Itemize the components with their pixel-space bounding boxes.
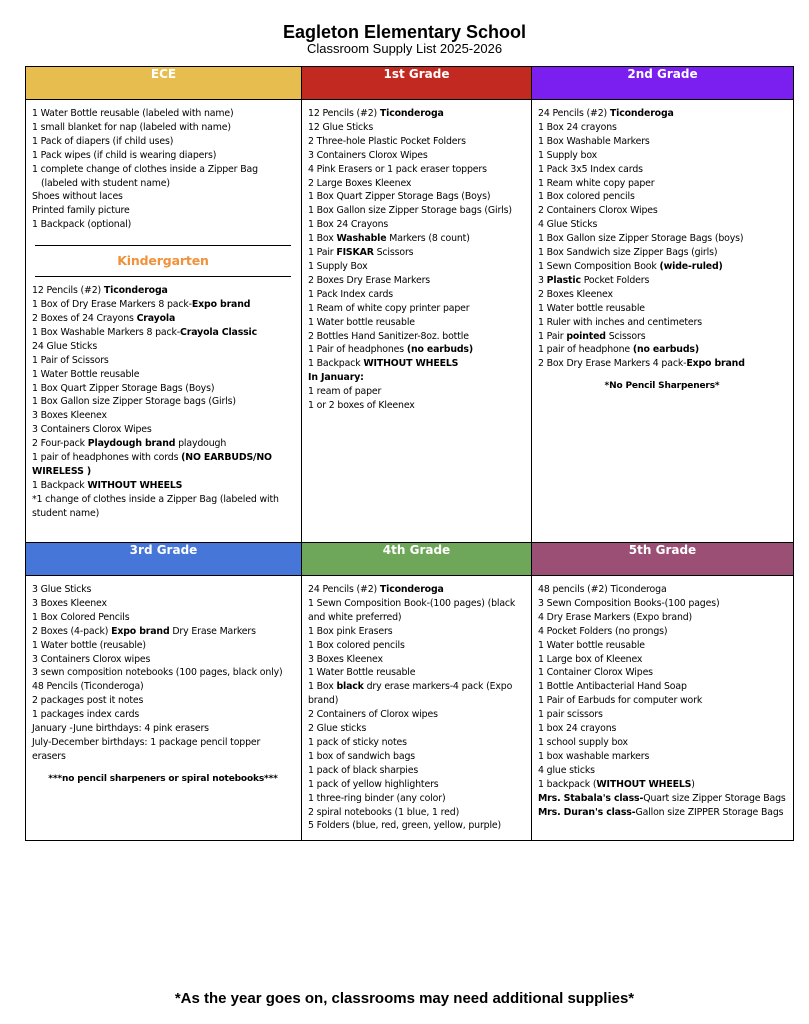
supply-item [32, 736, 294, 764]
supply-item [308, 764, 524, 778]
supply-item [308, 107, 524, 121]
supply-item [538, 135, 786, 149]
supply-item [32, 423, 294, 437]
supply-item-text: Expo brand [111, 625, 170, 637]
ece-list [32, 107, 294, 232]
supply-item-text: Quart size Zipper Storage Bags [643, 792, 786, 804]
supply-item [32, 597, 294, 611]
supply-item [308, 260, 524, 274]
supply-item-text: 1 Box of Dry Erase Markers 8 pack- [32, 299, 192, 311]
supply-item [308, 778, 524, 792]
footer-note: *As the year goes on, classrooms may need additional supplies* [174, 990, 635, 1007]
supply-item [32, 190, 294, 204]
supply-item-text: 1 Box Gallon size Zipper Storage bags (Girls) [32, 396, 236, 408]
supply-item [538, 246, 786, 260]
second-grade-header: 2nd Grade [532, 67, 794, 100]
supply-item-text: 1 small blanket for nap (labeled with name) [32, 121, 231, 133]
supply-item-text: 2 Glue sticks [308, 723, 367, 735]
list-subtitle: Classroom Supply List 2025-2026 [306, 41, 503, 56]
supply-item-text: Ticonderoga [103, 285, 168, 297]
supply-item-text: 1 or 2 boxes of Kleenex [308, 400, 415, 412]
fourth-grade-cell [302, 576, 532, 841]
supply-item-text: 2 Boxes Kleenex [538, 288, 613, 300]
supply-item [308, 302, 524, 316]
supply-item-text: 1 Box 24 crayons [538, 121, 617, 133]
supply-item-text: Ticonderoga [379, 108, 444, 119]
supply-item [32, 708, 294, 722]
supply-item [308, 708, 524, 722]
supply-item-text: 1 Box [308, 233, 337, 245]
supply-item-text: 2 Boxes of 24 Crayons [32, 312, 137, 324]
supply-item [308, 149, 524, 163]
supply-item-text: 4 glue sticks [538, 764, 595, 776]
supply-item [308, 288, 524, 302]
supply-item-text: Mrs. Stabala's class- [538, 792, 644, 804]
supply-item [32, 493, 294, 521]
supply-item-text: Dry Erase Markers [169, 625, 256, 637]
supply-item-text: 3 Containers Clorox wipes [32, 653, 151, 665]
first-grade-header: 1st Grade [302, 67, 532, 100]
supply-item-text: 1 box 24 crayons [538, 723, 617, 735]
supply-item-text: 1 three-ring binder (any color) [308, 792, 446, 804]
supply-item [538, 597, 786, 611]
supply-item-text: 1 Box Colored Pencils [32, 611, 130, 623]
supply-item-text: (labeled with student name) [41, 177, 170, 189]
supply-item-text: 4 Pink Erasers or 1 pack eraser toppers [308, 163, 487, 175]
third-grade-list [32, 583, 294, 764]
third-grade-note: ***no pencil sharpeners or spiral notebooks*** [48, 773, 278, 784]
supply-item-text: July-December birthdays: 1 package pencil topper erasers [32, 736, 261, 762]
supply-item-text: 1 Pair of Scissors [32, 354, 109, 366]
supply-item-text: 1 Supply box [538, 149, 598, 161]
supply-item [308, 204, 524, 218]
fifth-grade-header: 5th Grade [532, 543, 794, 576]
supply-item [32, 368, 294, 382]
supply-item-text: 1 pack of sticky notes [308, 736, 407, 748]
supply-item-text: Gallon size ZIPPER Storage Bags [635, 806, 784, 818]
supply-item-text: 1 Pair [538, 330, 567, 342]
supply-item-text: 1 Water Bottle reusable (labeled with name) [32, 108, 234, 119]
supply-item [32, 149, 294, 163]
supply-item [538, 778, 786, 792]
supply-item [32, 218, 294, 232]
supply-item-text: 1 Box Quart Zipper Storage Bags (Boys) [32, 382, 215, 394]
supply-item [538, 792, 786, 806]
supply-item-text: Ticonderoga [609, 108, 674, 119]
supply-item-text: 1 Container Clorox Wipes [538, 667, 653, 679]
supply-item-text: Plastic [546, 274, 581, 286]
supply-item-text: (no earbuds) [406, 344, 473, 356]
supply-item [32, 298, 294, 312]
supply-item-text: 48 pencils (#2) Ticonderoga [538, 584, 667, 595]
supply-item-text: 3 Sewn Composition Books-(100 pages) [538, 597, 720, 609]
supply-item-text: Printed family picture [32, 205, 130, 217]
fourth-grade-header: 4th Grade [302, 543, 532, 576]
supply-item [538, 611, 786, 625]
supply-item-text: playdough [175, 438, 227, 450]
supply-item-text: WITHOUT WHEELS [87, 479, 183, 491]
supply-item [308, 819, 524, 833]
supply-item-text: dry erase markers-4 pack (Expo brand) [308, 681, 513, 707]
supply-item [32, 326, 294, 340]
supply-item [32, 312, 294, 326]
supply-item-text: January -June birthdays: 4 pink erasers [32, 723, 209, 735]
supply-item-text: 1 Ream white copy paper [538, 177, 655, 189]
supply-item-text: 3 Containers Clorox Wipes [32, 424, 152, 436]
supply-item [32, 611, 294, 625]
supply-item-text: 1 Box [308, 681, 337, 693]
supply-item [32, 107, 294, 121]
supply-item [538, 121, 786, 135]
first-grade-cell [302, 100, 532, 543]
supply-item-text: 2 Large Boxes Kleenex [308, 177, 412, 189]
supply-item-text: Scissors [605, 330, 646, 342]
second-grade-list [538, 107, 786, 371]
supply-item-text: Scissors [373, 247, 414, 259]
supply-item [308, 163, 524, 177]
supply-item-text: 3 Glue Sticks [32, 584, 92, 595]
supply-item [308, 639, 524, 653]
supply-item-text: 1 complete change of clothes inside a Zipper Bag [32, 163, 258, 175]
supply-item [538, 625, 786, 639]
supply-item [308, 722, 524, 736]
supply-item [308, 218, 524, 232]
third-grade-header: 3rd Grade [26, 543, 302, 576]
supply-item-text: Crayola Classic [180, 326, 258, 338]
supply-item-text: 2 packages post it notes [32, 695, 144, 707]
supply-item-text: 3 sewn composition notebooks (100 pages, black only) [32, 667, 283, 679]
supply-item [32, 354, 294, 368]
supply-item-text: 2 Three-hole Plastic Pocket Folders [308, 135, 466, 147]
supply-item [32, 177, 294, 191]
supply-item [32, 121, 294, 135]
supply-item-text: Expo brand [191, 299, 251, 311]
supply-item [538, 163, 786, 177]
supply-item-text: 4 Dry Erase Markers (Expo brand) [538, 611, 693, 623]
supply-item-text: (wide-ruled) [659, 260, 723, 272]
supply-item [308, 177, 524, 191]
supply-item-text: 1 Bottle Antibacterial Hand Soap [538, 681, 687, 693]
supply-item [538, 653, 786, 667]
supply-item-text: 1 Pair of headphones [308, 344, 407, 356]
school-title: Eagleton Elementary School [282, 22, 527, 42]
supply-item-text: 1 pack of black sharpies [308, 764, 419, 776]
supply-item-text: 2 spiral notebooks (1 blue, 1 red) [308, 806, 460, 818]
fifth-grade-list [538, 583, 786, 819]
first-grade-list [308, 107, 524, 413]
supply-item-text: 5 Folders (blue, red, green, yellow, purple) [308, 820, 502, 832]
supply-item-text: 3 Boxes Kleenex [32, 597, 107, 609]
supply-item [538, 357, 786, 371]
supply-item [538, 680, 786, 694]
supply-item-text: 1 Box Sandwich size Zipper Bags (girls) [538, 247, 718, 259]
second-grade-cell [532, 100, 794, 543]
supply-item-text: 2 Containers of Clorox wipes [308, 709, 438, 721]
supply-item [32, 382, 294, 396]
supply-item-text: 3 Boxes Kleenex [32, 410, 107, 422]
supply-item-text: 1 pack of yellow highlighters [308, 778, 439, 790]
supply-item [308, 666, 524, 680]
supply-item [538, 204, 786, 218]
supply-item-text: *1 change of clothes inside a Zipper Bag (labeled with student name) [32, 493, 279, 519]
supply-item [32, 451, 294, 479]
supply-item-text: 1 pair of headphones with cords [32, 452, 182, 464]
supply-item-text: 3 Containers Clorox Wipes [308, 149, 428, 161]
supply-item [538, 764, 786, 778]
supply-item-text: 1 Water bottle reusable [538, 639, 645, 651]
supply-item [538, 806, 786, 820]
supply-item-text: 24 Pencils (#2) [538, 108, 610, 119]
supply-item-text: 1 Backpack [32, 479, 88, 491]
supply-item-text: In January: [308, 372, 364, 384]
supply-item-text: 12 Pencils (#2) [32, 285, 104, 297]
supply-item [308, 625, 524, 639]
supply-item [32, 653, 294, 667]
kindergarten-header: Kindergarten [117, 253, 209, 269]
supply-item-text: ) [691, 778, 695, 790]
supply-item [538, 190, 786, 204]
second-grade-note: *No Pencil Sharpeners* [604, 381, 720, 392]
fourth-grade-list [308, 583, 524, 833]
supply-item [538, 343, 786, 357]
supply-item-text: Ticonderoga [379, 584, 444, 595]
supply-item [32, 666, 294, 680]
supply-item [308, 806, 524, 820]
supply-item-text: FISKAR [336, 247, 374, 259]
supply-item [308, 121, 524, 135]
supply-item [538, 583, 786, 597]
supply-item-text: 1 Large box of Kleenex [538, 653, 643, 665]
supply-item-text: 1 Box 24 Crayons [308, 219, 389, 231]
supply-item-text: 1 Water Bottle reusable [32, 368, 140, 380]
supply-item-text: 1 packages index cards [32, 709, 140, 721]
supply-item-text: 1 Box Gallon size Zipper Storage Bags (boys) [538, 233, 744, 245]
supply-item-text: 4 Glue Sticks [538, 219, 598, 231]
supply-item [308, 190, 524, 204]
supply-item [32, 340, 294, 354]
supply-item-text: 2 Four-pack [32, 438, 88, 450]
supply-item-text: 1 Pair [308, 247, 337, 259]
supply-item [538, 708, 786, 722]
supply-item-text: 1 Box colored pencils [308, 639, 405, 651]
supply-item [32, 284, 294, 298]
supply-item-text: 2 Boxes Dry Erase Markers [308, 274, 431, 286]
supply-item [308, 385, 524, 399]
supply-item [32, 583, 294, 597]
supply-item-text: 2 Containers Clorox Wipes [538, 205, 658, 217]
supply-item [538, 274, 786, 288]
supply-item-text: 3 [538, 274, 547, 286]
supply-item [538, 666, 786, 680]
supply-item [32, 395, 294, 409]
supply-item [32, 135, 294, 149]
supply-item-text: 1 Water bottle reusable [538, 302, 645, 314]
supply-item [538, 302, 786, 316]
supply-item-text: 1 Water bottle (reusable) [32, 639, 146, 651]
supply-item-text: 1 Sewn Composition Book [538, 260, 660, 272]
supply-item-text: 1 school supply box [538, 736, 628, 748]
supply-item-text: WITHOUT WHEELS [363, 358, 459, 370]
supply-item [308, 274, 524, 288]
supply-item [538, 639, 786, 653]
supply-item [32, 680, 294, 694]
supply-item-text: 24 Pencils (#2) [308, 584, 380, 595]
supply-item [308, 792, 524, 806]
supply-item [308, 316, 524, 330]
supply-item-text: 1 Box colored pencils [538, 191, 635, 203]
supply-item-text: Crayola [136, 312, 176, 324]
fifth-grade-cell [532, 576, 794, 841]
supply-item-text: 2 Boxes (4-pack) [32, 625, 112, 637]
supply-item-text: 1 Pack wipes (if child is wearing diapers) [32, 149, 217, 161]
kinder-divider-bottom [35, 276, 291, 277]
supply-item [538, 232, 786, 246]
supply-item-text: Shoes without laces [32, 191, 123, 203]
supply-item [308, 343, 524, 357]
third-grade-cell [26, 576, 302, 841]
supply-item [32, 479, 294, 493]
supply-item-text: Markers (8 count) [386, 233, 470, 245]
supply-item [32, 409, 294, 423]
supply-item [32, 163, 294, 177]
supply-item-text: 1 Backpack [308, 358, 364, 370]
supply-item-text: 1 Water Bottle reusable [308, 667, 416, 679]
supply-item-text: 1 Supply Box [308, 260, 368, 272]
supply-item [308, 357, 524, 371]
supply-item-text: WITHOUT WHEELS [596, 778, 692, 790]
supply-item-text: 12 Glue Sticks [308, 121, 374, 133]
supply-item-text: 12 Pencils (#2) [308, 108, 380, 119]
supply-item [32, 722, 294, 736]
supply-item-text: (no earbuds) [632, 344, 699, 356]
supply-item [308, 330, 524, 344]
supply-item-text: 4 Pocket Folders (no prongs) [538, 625, 668, 637]
supply-item-text: 1 Box Washable Markers [538, 135, 650, 147]
supply-item-text: 1 Box pink Erasers [308, 625, 393, 637]
supply-item-text: 1 Box Quart Zipper Storage Bags (Boys) [308, 191, 491, 203]
supply-item-text: 1 Ream of white copy printer paper [308, 302, 470, 314]
supply-item [308, 583, 524, 597]
supply-item-text: 1 Sewn Composition Book-(100 pages) (black and white preferred) [308, 597, 516, 623]
supply-item-text: 2 Box Dry Erase Markers 4 pack- [538, 358, 687, 370]
supply-item [538, 107, 786, 121]
supply-item [308, 246, 524, 260]
supply-item [308, 750, 524, 764]
supply-item-text: black [336, 681, 364, 693]
supply-item [308, 135, 524, 149]
supply-item-text: 1 Pack of diapers (if child uses) [32, 135, 174, 147]
supply-item-text: 1 pair scissors [538, 709, 603, 721]
kinder-divider-top [35, 245, 291, 246]
supply-item-text: Mrs. Duran's class- [538, 806, 636, 818]
supply-item-text: 48 Pencils (Ticonderoga) [32, 681, 144, 693]
supply-item-text: 1 ream of paper [308, 386, 382, 398]
supply-item [308, 232, 524, 246]
supply-item [538, 330, 786, 344]
supply-item [538, 149, 786, 163]
supply-item [538, 288, 786, 302]
supply-item-text: 1 Pack 3x5 Index cards [538, 163, 643, 175]
supply-item-text: Washable [336, 233, 387, 245]
supply-item [308, 371, 524, 385]
ece-kinder-cell [26, 100, 302, 543]
supply-item [308, 399, 524, 413]
supply-item [308, 597, 524, 625]
supply-item [32, 437, 294, 451]
supply-item-text: Playdough brand [87, 438, 176, 450]
supply-item-text: 1 Pack Index cards [308, 288, 393, 300]
supply-item-text: 1 backpack ( [538, 778, 597, 790]
supply-item [538, 722, 786, 736]
supply-item-text: 2 Bottles Hand Sanitizer-8oz. bottle [308, 330, 469, 342]
supply-item [538, 736, 786, 750]
supply-item [538, 260, 786, 274]
supply-item-text: 1 Box Washable Markers 8 pack- [32, 326, 181, 338]
supply-item-text: Expo brand [686, 358, 745, 370]
supply-item [538, 694, 786, 708]
supply-item [308, 653, 524, 667]
supply-item-text: pointed [566, 330, 606, 342]
supply-item [538, 316, 786, 330]
supply-item-text: 1 Backpack (optional) [32, 219, 132, 231]
supply-item-text: 1 Ruler with inches and centimeters [538, 316, 702, 328]
supply-item [538, 218, 786, 232]
supply-grid [25, 66, 794, 841]
supply-item-text: 3 Boxes Kleenex [308, 653, 383, 665]
supply-item [32, 625, 294, 639]
ece-header: ECE [26, 67, 302, 100]
supply-item [32, 639, 294, 653]
supply-item-text: 1 pair of headphone [538, 344, 633, 356]
supply-item [308, 736, 524, 750]
supply-item [32, 204, 294, 218]
supply-item [538, 177, 786, 191]
kindergarten-list [32, 284, 294, 520]
supply-item-text: 1 Water bottle reusable [308, 316, 415, 328]
supply-item [308, 680, 524, 708]
supply-item-text: 1 box washable markers [538, 750, 650, 762]
supply-item [538, 750, 786, 764]
supply-item-text: (NO EARBUDS/NO WIRELESS ) [32, 452, 272, 477]
supply-item [32, 694, 294, 708]
supply-item-text: 1 Box Gallon size Zipper Storage bags (Girls) [308, 205, 512, 217]
supply-item-text: 1 box of sandwich bags [308, 750, 415, 762]
supply-item-text: 24 Glue Sticks [32, 340, 98, 352]
supply-item-text: Pocket Folders [580, 274, 650, 286]
supply-item-text: 1 Pair of Earbuds for computer work [538, 695, 703, 707]
